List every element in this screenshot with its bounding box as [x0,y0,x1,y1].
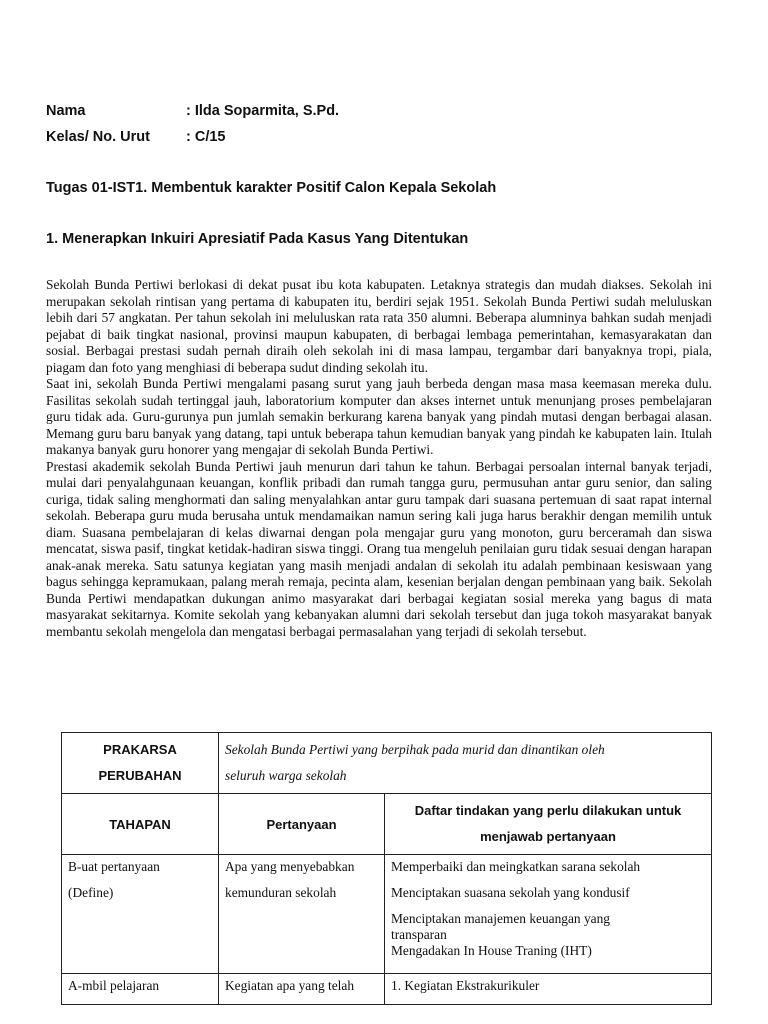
pertanyaan-cell [219,855,385,974]
task-title: Tugas 01-IST1. Membentuk karakter Positif Calon Kepala Sekolah [46,180,497,196]
tindakan-2: Menciptakan suasana sekolah yang kondusif [391,885,630,900]
tahapan-cell: A-mbil pelajaran [62,974,219,1005]
tahapan-cell [62,855,219,974]
prakarsa-label-cell [62,733,219,794]
col-daftar-2: menjawab pertanyaan [480,829,616,844]
prakarsa-label-1: PRAKARSA [103,742,177,757]
tahapan-2: (Define) [68,885,114,900]
tindakan-4: transparan [391,927,447,942]
table-row [62,855,712,974]
col-pertanyaan: Pertanyaan [219,794,385,855]
name-value: : Ilda Soparmita, S.Pd. [186,103,340,119]
inquiry-table [61,732,712,1005]
col-tahapan: TAHAPAN [62,794,219,855]
table-row [62,974,712,1005]
name-label: Nama [46,103,86,119]
section-title: 1. Menerapkan Inkuiri Apresiatif Pada Kasus Yang Ditentukan [46,231,469,247]
prakarsa-value-1: Sekolah Bunda Pertiwi yang berpihak pada murid dan dinantikan oleh [225,742,605,757]
case-description [46,277,712,640]
tindakan-1: Memperbaiki dan meingkatkan sarana sekolah [391,859,641,874]
pertanyaan-2: kemunduran sekolah [225,885,337,900]
class-value: : C/15 [186,129,226,145]
table-header-row [62,794,712,855]
tindakan-cell [385,855,712,974]
pertanyaan-1: Apa yang menyebabkan [225,859,355,874]
pertanyaan-cell: Kegiatan apa yang telah [219,974,385,1005]
table-row-prakarsa [62,733,712,794]
prakarsa-label-2: PERUBAHAN [98,768,182,783]
paragraph-3: Prestasi akademik sekolah Bunda Pertiwi jauh menurun dari tahun ke tahun. Berbagai persoalan internal banyak terjadi, mulai dari penyalahgunaan keuangan, konflik pribadi dan rumah tangga guru, permusuhan antar guru senior, dan saling curiga, tidak saling menghormati dan saling menyalahkan antar guru tampak dari suasana pertemuan di saat rapat internal sekolah. Beberapa guru muda berusaha untuk mendamaikan namun sering kali juga harus berakhir dengan memilih untuk diam. Suasana pembelajaran di kelas diwarnai dengan pola mengajar guru yang monoton, guru berceramah dan siswa mencatat, siswa pasif, tingkat ketidak-hadiran siswa tinggi. Orang tua mengeluh penilaian guru tidak sesuai dengan harapan anak-anak mereka. Satu satunya kegiatan yang masih menjadi andalan di sekolah itu adalah pembinaan kesiswaan yang bagus sehingga kepramukaan, palang merah remaja, pecinta alam, kesenian berjalan dengan pembinaan yang baik. Sekolah Bunda Pertiwi mendapatkan dukungan animo masyarakat dari berbagai kegiatan sosial mereka yang bagus di mata masyarakat sekitarnya. Komite sekolah yang kebanyakan alumni dari sekolah tersebut dan juga tokoh masyarakat banyak membantu sekolah mengelola dan mengatasi berbagai permasalahan yang terjadi di sekolah tersebut. [46,458,712,639]
name-row [46,103,339,119]
prakarsa-value-2: seluruh warga sekolah [225,768,347,783]
col-daftar-1: Daftar tindakan yang perlu dilakukan untuk [414,803,682,818]
class-label: Kelas/ No. Urut [46,129,150,145]
tindakan-5: Mengadakan In House Traning (IHT) [391,943,592,958]
class-row [46,129,226,145]
tindakan-cell: 1. Kegiatan Ekstrakurikuler [385,974,712,1005]
tahapan-1: B-uat pertanyaan [68,859,160,874]
col-daftar [385,794,712,855]
paragraph-2: Saat ini, sekolah Bunda Pertiwi mengalami pasang surut yang jauh berbeda dengan masa masa keemasan mereka dulu. Fasilitas sekolah sudah tertinggal jauh, laboratorium komputer dan akses internet untuk menunjang proses pembelajaran guru tidak ada. Guru-gurunya pun jumlah semakin berkurang karena banyak yang pindah mutasi dengan berbagai alasan. Memang guru baru banyak yang datang, tapi untuk beberapa tahun kemudian banyak yang pindah ke kabupaten lain. Itulah makanya banyak guru honorer yang mengajar di sekolah Bunda Pertiwi. [46,376,712,457]
tindakan-3: Menciptakan manajemen keuangan yang [391,911,610,926]
paragraph-1: Sekolah Bunda Pertiwi berlokasi di dekat pusat ibu kota kabupaten. Letaknya strategis dan mudah diakses. Sekolah ini merupakan sekolah rintisan yang pertama di kabupaten itu, berdiri sejak 1951. Sekolah Bunda Pertiwi sudah meluluskan lebih dari 57 angkatan. Per tahun sekolah ini meluluskan rata rata 350 alumni. Beberapa alumninya bahkan sudah menjadi pejabat di baik tingkat nasional, provinsi maupun kabupaten, di berbagai lembaga pemerintahan, kemasyarakatan dan sosial. Berbagai prestasi sudah pernah diraih oleh sekolah ini di masa lampau, tergambar dari banyaknya tropi, piala, piagam dan foto yang menghiasi di beberapa sudut dinding sekolah itu. [46,277,712,375]
prakarsa-value-cell [219,733,712,794]
